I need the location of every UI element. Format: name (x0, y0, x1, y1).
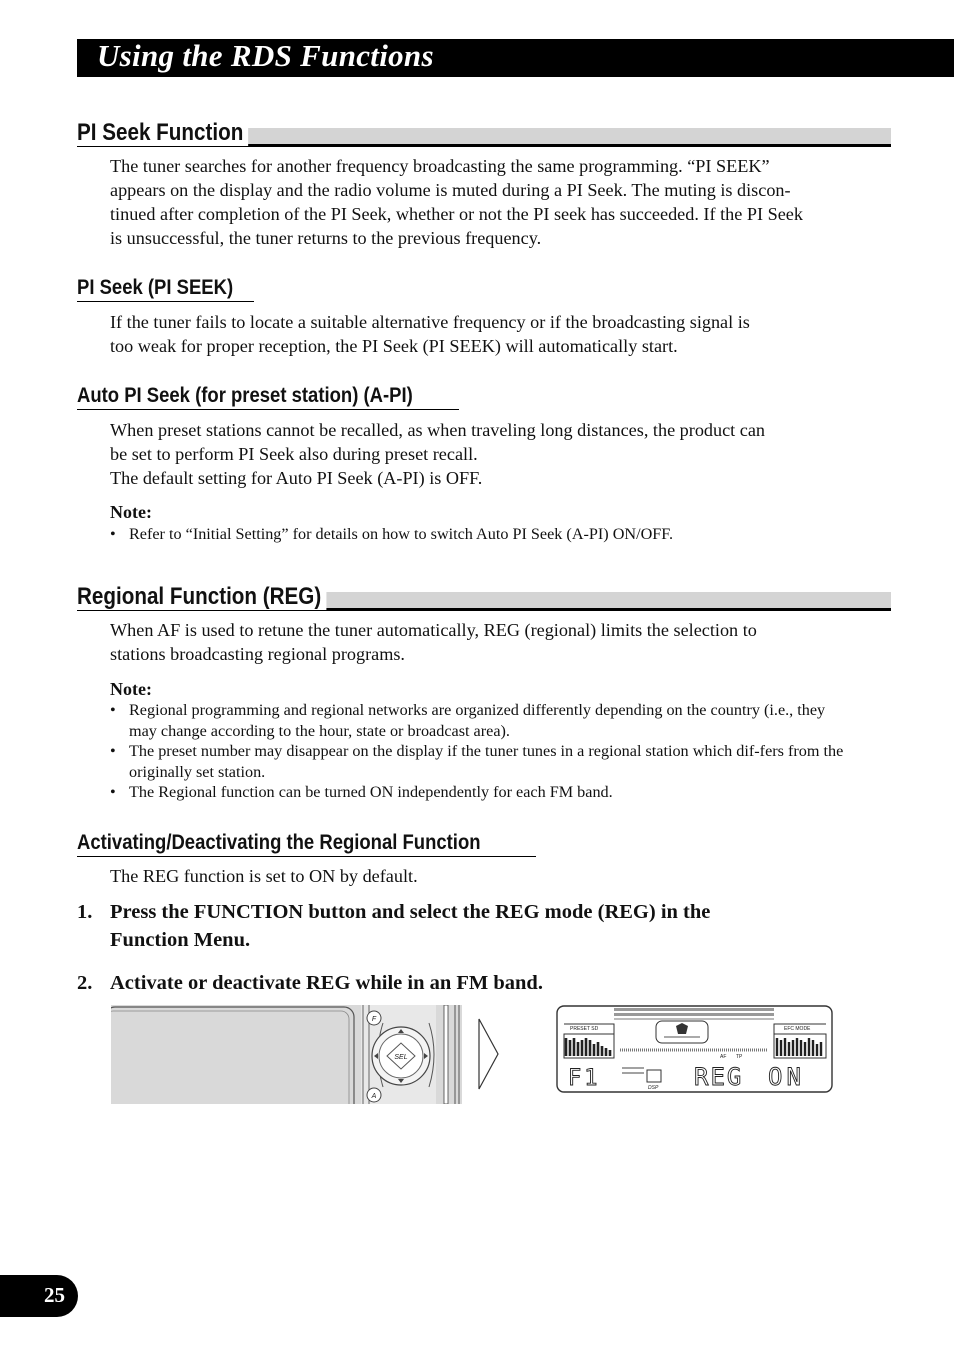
activating-intro: The REG function is set to ON by default. (110, 866, 418, 886)
regional-function-body: When AF is used to retune the tuner automatically, REG (regional) limits the selection to stations broadcasting regional programs. (110, 620, 757, 664)
subheading-auto-pi-seek: Auto PI Seek (for preset station) (A-PI) (77, 383, 459, 410)
note-item: • Refer to “Initial Setting” for details on how to switch Auto PI Seek (A-PI) ON/OFF. (110, 525, 674, 543)
subheading-pi-seek: PI Seek (PI SEEK) (77, 275, 254, 302)
page-number-tab (0, 1275, 78, 1317)
svg-text:REG: REG (694, 1063, 744, 1091)
f-button[interactable] (367, 1011, 381, 1025)
note-label: Note: (110, 502, 152, 522)
note-label: Note: (110, 679, 152, 699)
auto-pi-seek-body: When preset stations cannot be recalled, as when traveling long distances, the product can be set to perform PI Seek also during preset recall. The default setting for Auto PI Seek (A-PI) is OFF. (110, 420, 766, 488)
pi-seek-function-body: The tuner searches for another frequency broadcasting the same programming. “PI SEEK” appears on the display and the radio volume is muted during a PI Seek. The muting is discon- tinued after completion of the PI Seek, whether or not the PI seek has succeeded. If the PI Seek is unsuccessful, the tuner returns to the previous frequency. (110, 156, 803, 248)
select-joystick[interactable] (372, 1027, 430, 1085)
svg-text:F: F (371, 1016, 377, 1023)
section-heading-pi-seek-function: PI Seek Function (77, 128, 891, 148)
svg-text:ON: ON (768, 1063, 805, 1091)
svg-text:DSP: DSP (648, 1085, 659, 1091)
chapter-title: Using the RDS Functions (97, 38, 434, 73)
step-2: 2. Activate or deactivate REG while in an FM band. (77, 972, 543, 994)
svg-text:PRESET SD: PRESET SD (570, 1026, 599, 1032)
svg-text:SEL: SEL (394, 1054, 408, 1061)
note-item: • Regional programming and regional networks are organized differently depending on the country (i.e., they may change according to the hour, state or broadcast area). (110, 701, 826, 740)
subheading-activating-regional: Activating/Deactivating the Regional Function (77, 830, 536, 857)
section-heading-regional-function: Regional Function (REG) (77, 592, 891, 612)
pi-seek-body: If the tuner fails to locate a suitable alternative frequency or if the broadcasting signal is too weak for proper reception, the PI Seek (PI SEEK) will automatically start. (110, 312, 750, 356)
lcd-display-illustration (556, 1004, 834, 1094)
svg-text:A: A (371, 1093, 377, 1100)
svg-text:TP: TP (736, 1054, 743, 1060)
auto-pi-seek-notes (110, 524, 850, 545)
svg-text:F1: F1 (568, 1066, 601, 1091)
svg-text:AF: AF (720, 1054, 727, 1060)
svg-text:EFC MODE: EFC MODE (784, 1026, 811, 1032)
regional-notes (110, 700, 850, 803)
head-unit-panel-illustration (111, 1005, 462, 1104)
note-item: • The preset number may disappear on the display if the tuner tunes in a regional station which dif-fers from the originally set station. (110, 742, 844, 781)
arrow-icon (477, 1018, 501, 1090)
a-button[interactable] (367, 1088, 381, 1102)
step-1: 1. Press the FUNCTION button and select the REG mode (REG) in the Function Menu. (77, 901, 711, 951)
note-item: • The Regional function can be turned ON independently for each FM band. (110, 783, 613, 802)
chapter-banner (77, 39, 954, 77)
page-number: 25 (44, 1283, 65, 1307)
spectrum-top-bars (614, 1008, 774, 1020)
